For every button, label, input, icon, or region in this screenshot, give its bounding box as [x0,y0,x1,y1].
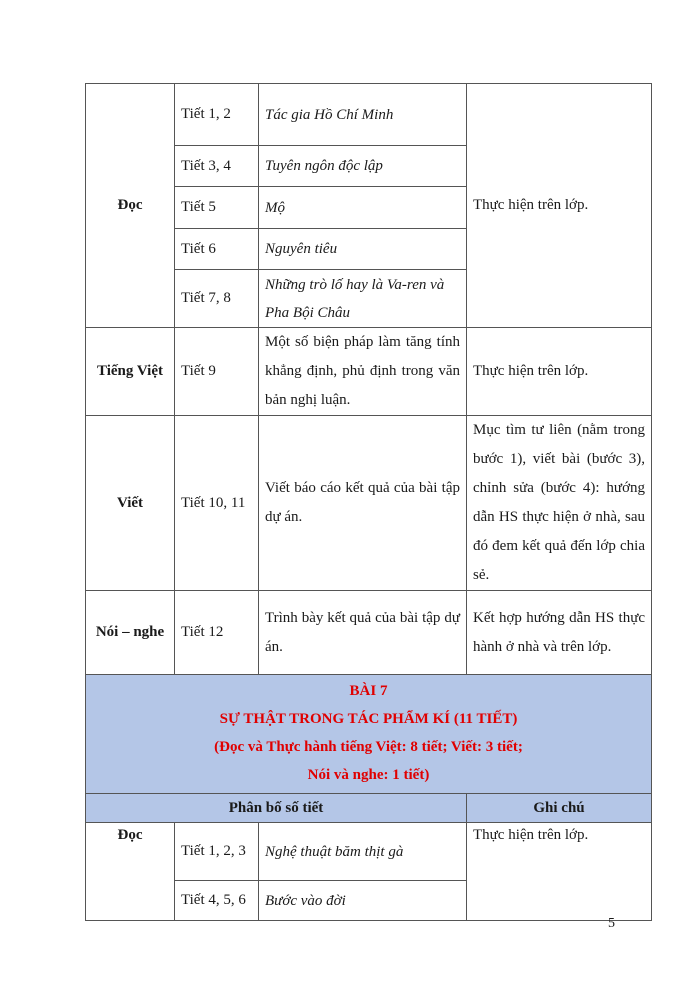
work-title: Nguyên tiêu [259,229,467,270]
period-cell: Tiết 12 [175,591,259,675]
period-cell: Tiết 5 [175,187,259,229]
table-row [86,416,652,591]
period-cell: Tiết 7, 8 [175,270,259,328]
note-cell: Thực hiện trên lớp. [467,328,652,416]
period-cell: Tiết 3, 4 [175,146,259,187]
work-title: Tác gia Hồ Chí Minh [259,84,467,146]
lesson-subtitle-1: (Đọc và Thực hành tiếng Việt: 8 tiết; Viết: 3 tiết; [214,739,523,755]
column-header-row [86,794,652,823]
period-cell: Tiết 9 [175,328,259,416]
lesson-banner [86,675,652,794]
period-cell: Tiết 10, 11 [175,416,259,591]
period-cell: Tiết 4, 5, 6 [175,881,259,921]
table-row [86,591,652,675]
lesson-title: SỰ THẬT TRONG TÁC PHẨM KÍ (11 TIẾT) [219,711,518,727]
table-row [86,823,652,881]
work-title: Bước vào đời [259,881,467,921]
skill-cell: Nói – nghe [86,591,175,675]
lesson-subtitle-2: Nói và nghe: 1 tiết) [307,767,430,783]
lesson-plan-table [85,83,652,921]
note-cell: Kết hợp hướng dẫn HS thực hành ở nhà và trên lớp. [467,591,652,675]
skill-cell: Viết [86,416,175,591]
work-title: Nghệ thuật băm thịt gà [259,823,467,881]
table-row [86,328,652,416]
content-cell: Một số biện pháp làm tăng tính khẳng định, phủ định trong văn bản nghị luận. [259,328,467,416]
header-note: Ghi chú [467,794,652,823]
work-title: Mộ [259,187,467,229]
content-cell: Viết báo cáo kết quả của bài tập dự án. [259,416,467,591]
work-title: Những trò lố hay là Va-ren và Pha Bội Châu [259,270,467,328]
period-cell: Tiết 1, 2 [175,84,259,146]
period-cell: Tiết 6 [175,229,259,270]
skill-cell: Đọc [86,823,175,921]
lesson-banner-row [86,675,652,794]
page-number: 5 [608,916,615,931]
note-cell: Thực hiện trên lớp. [467,84,652,328]
skill-cell: Tiếng Việt [86,328,175,416]
header-allocation: Phân bố số tiết [86,794,467,823]
period-cell: Tiết 1, 2, 3 [175,823,259,881]
skill-cell: Đọc [86,84,175,328]
lesson-number: BÀI 7 [349,683,388,699]
note-cell: Mục tìm tư liên (nằm trong bước 1), viết bài (bước 3), chỉnh sửa (bước 4): hướng dẫn HS thực hiện ở nhà, sau đó đem kết quả đến lớp chia sẻ. [467,416,652,591]
content-cell: Trình bày kết quả của bài tập dự án. [259,591,467,675]
work-title: Tuyên ngôn độc lập [259,146,467,187]
note-cell: Thực hiện trên lớp. [467,823,652,921]
table-row [86,84,652,146]
